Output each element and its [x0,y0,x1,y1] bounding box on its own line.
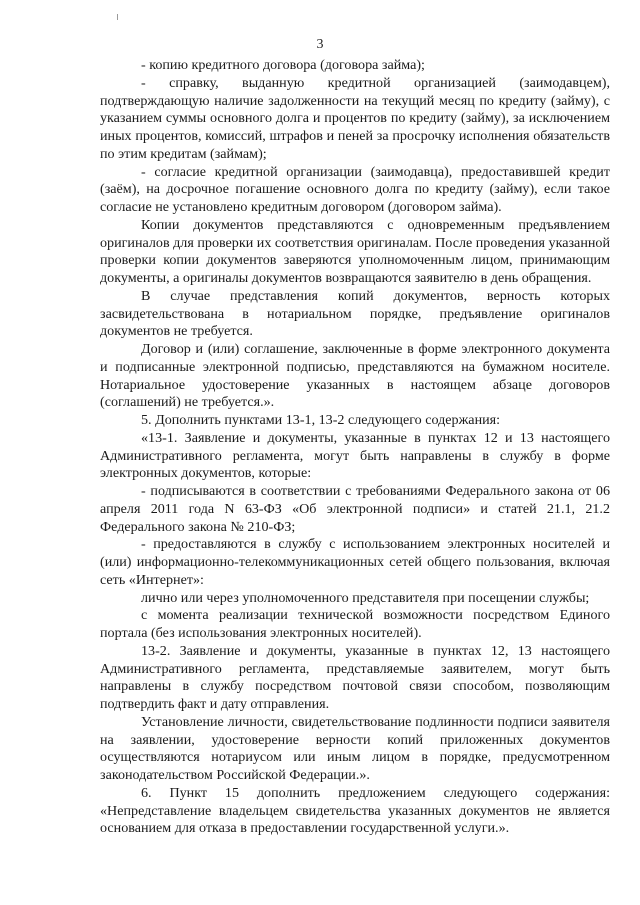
paragraph-unified-portal: с момента реализации технической возможности посредством Единого портала (без использования электронных носителей). [100,607,610,641]
paragraph-loan-agreement-copy: - копию кредитного договора (договора займа); [141,57,425,73]
paragraph-electronic-agreement: Договор и (или) соглашение, заключенные в форме электронного документа и подписанные электронной подписью, представляются на бумажном носителе. Нотариальное удостоверение указанных в настоящем абзаце договоров (соглашений) не требуется.». [100,341,610,411]
paragraph-item-6: 6. Пункт 15 дополнить предложением следующего содержания: «Непредставление владельцем свидетельства указанных документов не является основанием для отказа в предоставлении государственной услуги.». [100,784,610,837]
paragraph-electronic-signature: - подписываются в соответствии с требованиями Федерального закона от 06 апреля 2011 года N 63-ФЗ «Об электронной подписи» и статей 21.1, 21.2 Федерального закона № 210-ФЗ; [100,483,610,535]
paragraph-notarized-copies: В случае представления копий документов, верность которых засвидетельствована в нотариальном порядке, предъявление оригиналов документов не требуется. [100,287,610,340]
scan-mark [117,14,118,20]
paragraph-in-person: лично или через уполномоченного представителя при посещении службы; [141,589,590,606]
paragraph-copies-with-originals: Копии документов представляются с одновременным предъявлением оригиналов для проверки их соответствия оригиналам. После проведения указанной проверки копии документов заверяются уполномоченным лицом, принимающим документы, а оригиналы документов возвращаются заявителю в день обращения. [100,216,610,286]
page-number: 3 [316,37,324,52]
paragraph-identity-verification: Установление личности, свидетельствование подлинности подписи заявителя на заявлении, удостоверение верности копий приложенных документов осуществляются нотариусом или иным лицом в порядке, предусмотренном законодательством Российской Федерации.». [100,713,610,783]
paragraph-creditor-certificate: - справку, выданную кредитной организацией (заимодавцем), подтверждающую наличие задолженности на текущий месяц по кредиту (займу), с указанием суммы основного долга и процентов по кредиту (займу), за исключением иных процентов, комиссий, штрафов и пеней за просрочку исполнения обязательств по этим кредитам (займам); [100,74,610,162]
paragraph-13-1: «13-1. Заявление и документы, указанные в пунктах 12 и 13 настоящего Административного регламента, могут быть направлены в службу в форме электронных документов, которые: [100,429,610,482]
document-body [100,57,610,838]
paragraph-item-5: 5. Дополнить пунктами 13-1, 13-2 следующего содержания: [141,412,501,428]
paragraph-creditor-consent: - согласие кредитной организации (заимодавца), предоставившей кредит (заём), на досрочное погашение основного долга по кредиту (займу), если такое согласие не установлено кредитным договором (договором займа). [100,163,610,215]
paragraph-electronic-media: - предоставляются в службу с использованием электронных носителей и (или) информационно-телекоммуникационных сетей общего пользования, включая сеть «Интернет»: [100,536,610,588]
paragraph-13-2: 13-2. Заявление и документы, указанные в пунктах 12, 13 настоящего Административного регламента, представляемые заявителем, могут быть направлены в службу посредством почтовой связи способом, позволяющим подтвердить факт и дату отправления. [100,642,610,712]
